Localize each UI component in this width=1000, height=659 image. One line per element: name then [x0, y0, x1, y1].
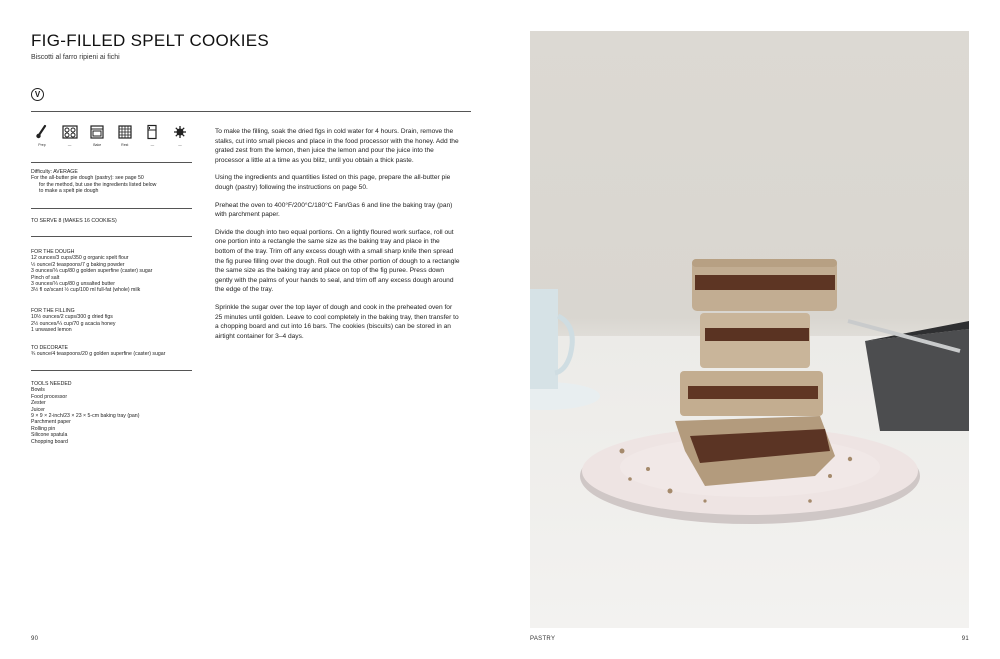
thermometer-icon	[34, 124, 50, 140]
recipe-photo	[530, 31, 969, 628]
difficulty-label: Difficulty: AVERAGE	[31, 169, 78, 175]
tool-item: Parchment paper	[31, 419, 71, 426]
divider	[31, 162, 192, 163]
tool-item: Food processor	[31, 393, 68, 400]
cookie-stack-illustration	[530, 31, 969, 628]
divider	[31, 111, 471, 112]
filling-ingredients	[31, 308, 201, 334]
method-step: Divide the dough into two equal portions. On a lightly floured work surface, roll out one portion into a rectangle the same size as the baking tray and place in the bottom of the tray. Trim off any excess dough with a small sharp knife then spread the fig puree filling over the dough. Roll out the other portion of dough to a rectangle the same size as the baking tray and place on top of the fig puree. Press down gently with the palms of your hands to seal, and trim off any excess dough around the edge of the tray.	[215, 228, 460, 294]
oven-icon	[89, 124, 105, 140]
tool-item: Rolling pin	[31, 425, 56, 432]
divider	[31, 236, 192, 237]
recipe-subtitle: Biscotti al farro ripieni ai fichi	[31, 54, 120, 61]
hob-icon	[62, 124, 78, 140]
ingredient-item: 10½ ounces/2 cups/300 g dried figs	[31, 314, 113, 321]
fridge-icon	[144, 124, 160, 140]
tool-item: Bowls	[31, 387, 45, 394]
method-step: Preheat the oven to 400°F/200°C/180°C Fan/Gas 6 and line the baking tray (pan) with parchment paper.	[215, 201, 453, 219]
page-number-left: 90	[31, 636, 39, 642]
icon-item: Prep	[31, 124, 53, 154]
dough-ingredients	[31, 249, 201, 294]
dough-heading: FOR THE DOUGH	[31, 249, 75, 255]
recipe-title: FIG-FILLED SPELT COOKIES	[31, 31, 270, 50]
icon-item: —	[59, 124, 81, 154]
ingredient-item: 12 ounces/3 cups/350 g organic spelt flour	[31, 255, 129, 262]
tool-item: 9 × 9 × 2-inch/23 × 23 × 5-cm baking tray (pan)	[31, 413, 140, 420]
page-number-right: 91	[961, 636, 969, 642]
ingredient-item: 2½ ounces/¼ cup/70 g acacia honey	[31, 320, 116, 327]
divider	[31, 208, 192, 209]
ingredient-item: 3½ fl oz/scant ½ cup/100 ml full-fat (whole) milk	[31, 287, 141, 294]
method-text	[215, 127, 461, 349]
icon-item: Rest	[114, 124, 136, 154]
divider	[31, 370, 192, 371]
ingredient-item: 1 unwaxed lemon	[31, 327, 72, 334]
ingredient-item: Pinch of salt	[31, 274, 60, 281]
icon-item: Bake	[86, 124, 108, 154]
method-step: Using the ingredients and quantities listed on this page, prepare the all-butter pie dough (pastry) following the instructions on page 50.	[215, 174, 451, 191]
method-step: Sprinkle the sugar over the top layer of dough and cook in the preheated oven for 25 minutes until golden. Leave to cool completely in the baking tray, then transfer to a chopping board and cut into 16 bars. The cookies (biscuits) can be stored in an airtight container for 3–4 days.	[215, 303, 459, 340]
icon-item: —	[141, 124, 163, 154]
decorate-ingredients	[31, 345, 201, 358]
ingredient-item: ¾ ounce/4 teaspoons/20 g golden superfine (caster) sugar	[31, 351, 166, 358]
tool-item: Juicer	[31, 406, 45, 413]
icon-item: —	[169, 124, 191, 154]
calendar-icon	[117, 124, 133, 140]
tool-item: Zester	[31, 400, 46, 407]
tool-item: Silicone spatula	[31, 432, 68, 439]
tools-heading: TOOLS NEEDED	[31, 381, 72, 387]
section-label: PASTRY	[530, 636, 556, 642]
recipe-icons-row	[31, 124, 191, 154]
difficulty-block: Difficulty: AVERAGE For the all-butter pie dough (pastry): see page 50 for the method, but use the ingredients listed below to make a spelt pie dough	[31, 169, 201, 195]
freezer-icon	[172, 124, 188, 140]
method-step: To make the filling, soak the dried figs in cold water for 4 hours. Drain, remove the stalks, cut into small pieces and place in the food processor with the honey. Add the grated zest from the lemon, then juice the lemon and pour the juice into the processor a little at a time as you blitz, until you obtain a thick paste.	[215, 128, 459, 164]
filling-heading: FOR THE FILLING	[31, 308, 75, 314]
tools-list	[31, 381, 201, 445]
ingredient-item: 3 ounces/⅓ cup/80 g golden superfine (caster) sugar	[31, 268, 153, 275]
ingredient-item: 3 ounces/⅓ cup/80 g unsalted butter	[31, 281, 115, 288]
ingredient-item: ½ ounce/2 teaspoons/7 g baking powder	[31, 261, 125, 268]
tool-item: Chopping board	[31, 438, 68, 445]
vegetarian-icon: V	[31, 88, 44, 101]
decorate-heading: TO DECORATE	[31, 345, 68, 351]
serves-label: TO SERVE 8 (MAKES 16 COOKIES)	[31, 218, 117, 224]
